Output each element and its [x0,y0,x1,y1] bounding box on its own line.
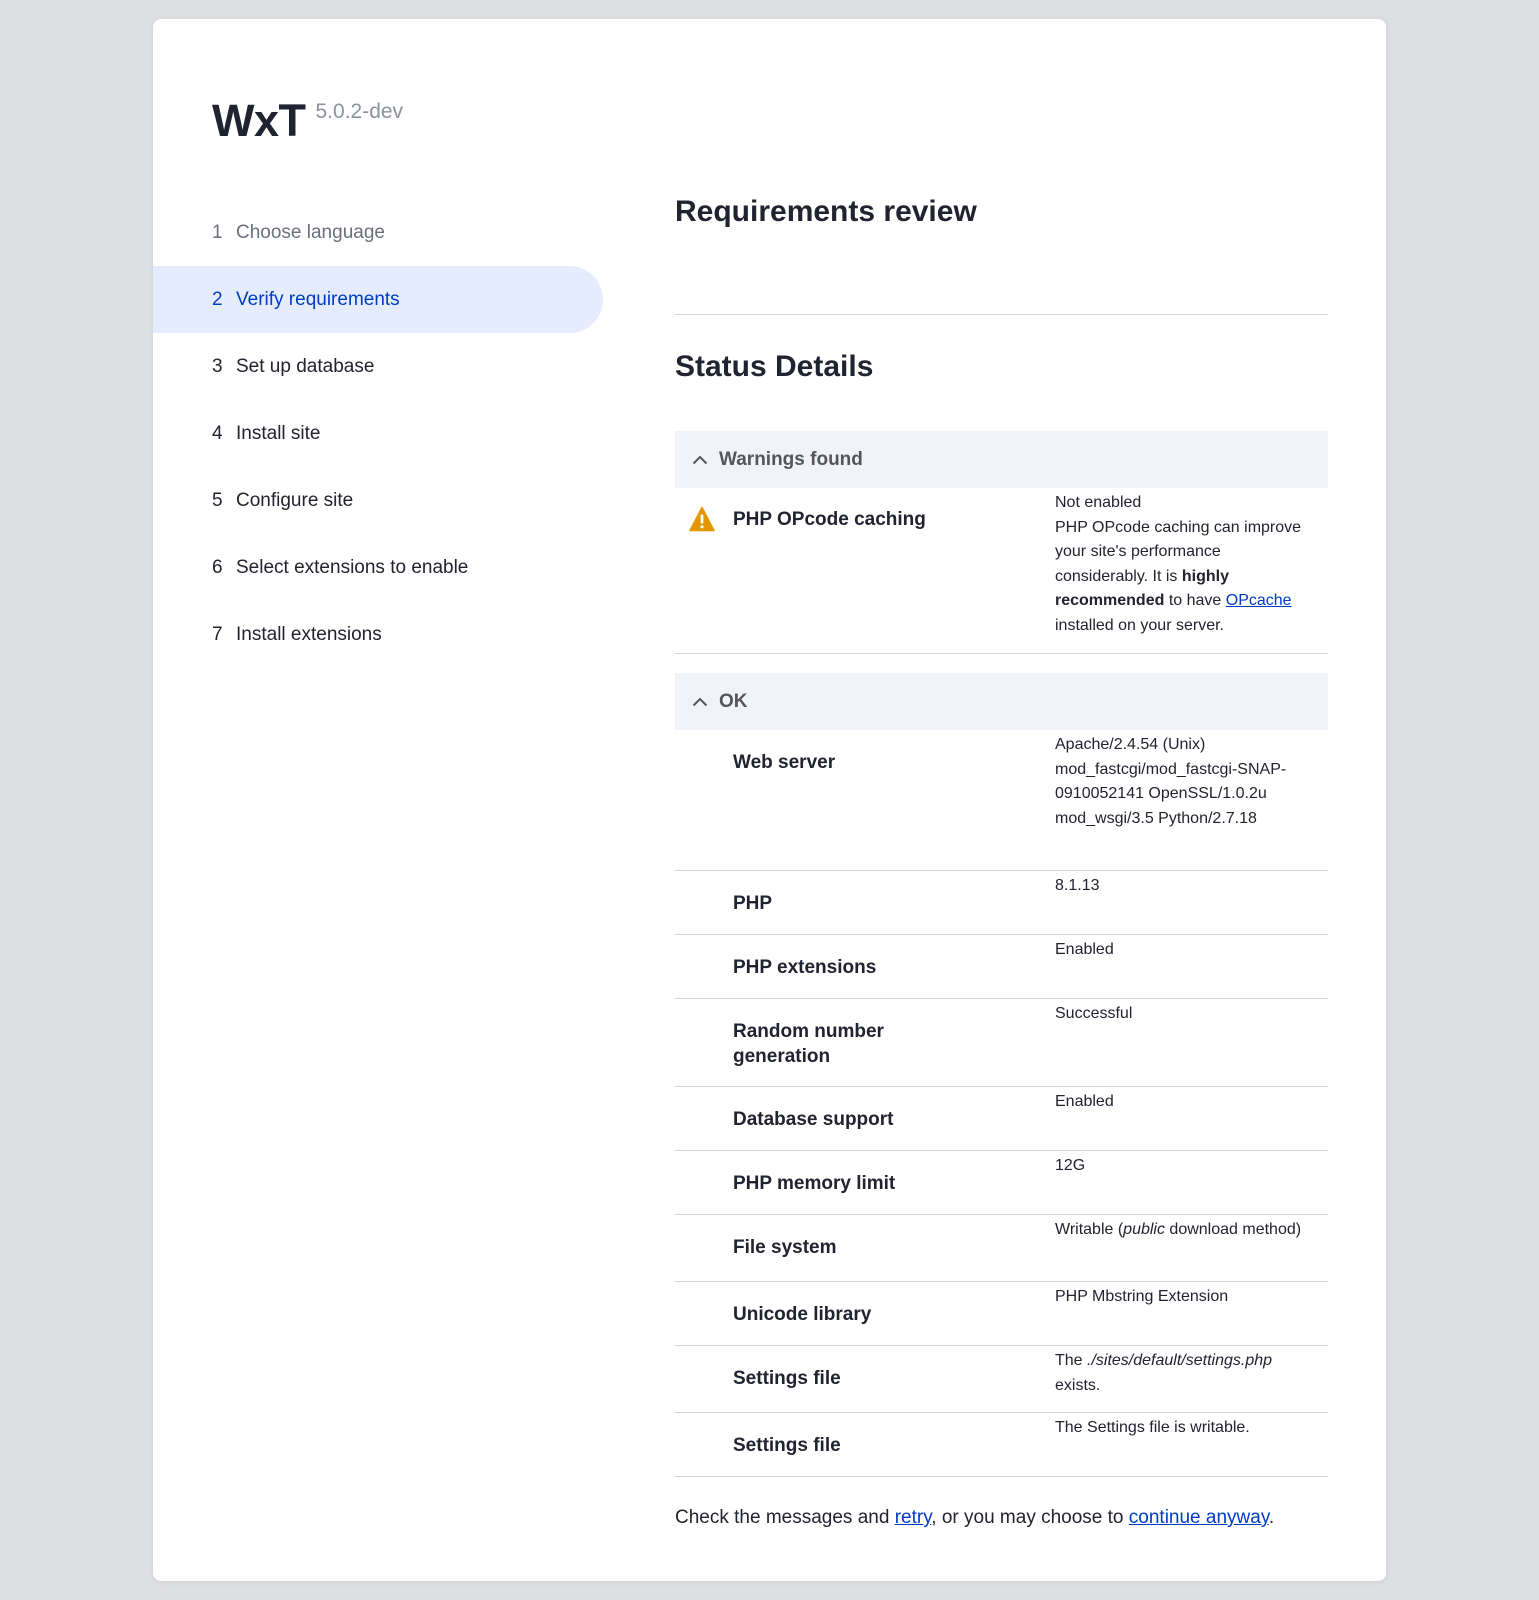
requirement-label: PHP [733,893,773,914]
chevron-up-icon [691,451,709,469]
requirement-label: Database support [733,1109,894,1130]
row-spacer [675,999,733,1086]
step-set-up-database[interactable] [153,333,603,400]
requirement-value: Apache/2.4.54 (Unix) mod_fastcgi/mod_fastcgi-SNAP-0910052141 OpenSSL/1.0.2u mod_wsgi/3.5 Python/2.7.18 [1055,736,1287,827]
status-details-heading: Status Details [675,350,874,383]
chevron-up-icon [691,693,709,711]
row-spacer [675,1215,733,1281]
step-configure-site[interactable] [153,467,603,534]
requirement-value: Successful [1055,1005,1133,1022]
warnings-group-toggle[interactable] [675,431,1328,488]
description-text: to have [1164,592,1226,610]
requirement-value [1055,1346,1328,1412]
warning-triangle-icon [675,488,733,653]
row-spacer [675,1346,733,1412]
warnings-group-label: Warnings found [719,448,863,470]
requirement-label: PHP extensions [733,957,877,978]
requirement-row-php [675,871,1328,935]
brand [212,97,403,145]
step-install-extensions[interactable] [153,601,603,668]
footer-message [675,1507,1274,1529]
ok-group [675,673,1328,1477]
requirement-value: Enabled [1055,1093,1114,1110]
requirement-row-php-extensions [675,935,1328,999]
value-text: exists. [1055,1376,1101,1394]
description-text: PHP OPcode caching can improve your site's performance considerably. It is [1055,518,1302,585]
step-label: Choose language [236,221,385,243]
value-text: download method) [1164,1221,1302,1238]
value-text: The [1055,1352,1088,1369]
row-spacer [675,871,733,934]
requirement-row-memory-limit [675,1151,1328,1215]
step-choose-language[interactable] [153,199,603,266]
requirement-label: PHP OPcode caching [733,509,926,530]
brand-name: WxT [212,95,306,146]
requirement-row-file-system [675,1215,1328,1282]
requirement-value: 12G [1055,1157,1086,1174]
step-label: Verify requirements [236,288,400,310]
step-number: 1 [212,221,223,243]
retry-link[interactable]: retry [894,1507,932,1528]
requirement-row-settings-writable [675,1413,1328,1477]
requirement-row-unicode [675,1282,1328,1346]
ok-group-label: OK [719,690,748,712]
opcache-link[interactable]: OPcache [1225,592,1292,610]
step-number: 6 [212,556,223,578]
description-emphasis: highly recommended [1055,567,1229,610]
requirement-label: Unicode library [733,1304,872,1325]
requirement-value [1055,488,1328,653]
value-text: Writable ( [1055,1221,1124,1238]
row-spacer [675,935,733,998]
continue-anyway-link[interactable]: continue anyway [1128,1507,1269,1528]
value-emphasis: ./sites/default/settings.php [1087,1352,1273,1369]
step-label: Install site [236,422,321,444]
step-select-extensions[interactable] [153,534,603,601]
warnings-group [675,431,1328,654]
requirement-value: The Settings file is writable. [1055,1419,1250,1436]
requirement-label: Settings file [733,1435,841,1456]
step-verify-requirements[interactable] [153,266,603,333]
requirement-row-web-server [675,730,1328,871]
requirement-label: PHP memory limit [733,1173,896,1194]
row-spacer [675,1282,733,1345]
footer-text: , or you may choose to [931,1507,1129,1528]
install-steps [153,199,603,668]
requirement-status: Not enabled [1055,494,1142,511]
page-title: Requirements review [675,195,977,228]
step-label: Install extensions [236,623,382,645]
footer-text: Check the messages and [675,1507,895,1528]
requirement-row-opcode [675,488,1328,654]
divider [675,314,1328,315]
step-label: Set up database [236,355,375,377]
row-spacer [675,1087,733,1150]
requirement-description [1055,516,1310,639]
step-install-site[interactable] [153,400,603,467]
step-number: 5 [212,489,223,511]
requirement-value [1055,1215,1328,1281]
step-number: 3 [212,355,223,377]
requirement-value: Enabled [1055,941,1114,958]
requirement-label: File system [733,1237,837,1258]
step-number: 7 [212,623,223,645]
installer-card [153,19,1386,1581]
requirement-label: Web server [733,752,836,773]
requirement-label: Settings file [733,1368,841,1389]
step-label: Select extensions to enable [236,556,469,578]
requirement-row-settings-exists [675,1346,1328,1413]
ok-group-toggle[interactable] [675,673,1328,730]
requirement-row-random-number [675,999,1328,1087]
description-text: installed on your server. [1055,616,1224,634]
row-spacer [675,1151,733,1214]
requirement-value: PHP Mbstring Extension [1055,1288,1229,1305]
row-spacer [675,730,733,870]
requirement-label: Random number generation [733,1021,884,1067]
step-number: 2 [212,288,223,310]
footer-text: . [1268,1507,1275,1528]
step-label: Configure site [236,489,354,511]
requirement-value: 8.1.13 [1055,877,1100,894]
step-number: 4 [212,422,223,444]
row-spacer [675,1413,733,1476]
brand-version: 5.0.2-dev [315,100,404,123]
value-emphasis: public [1123,1221,1165,1238]
requirement-row-database-support [675,1087,1328,1151]
